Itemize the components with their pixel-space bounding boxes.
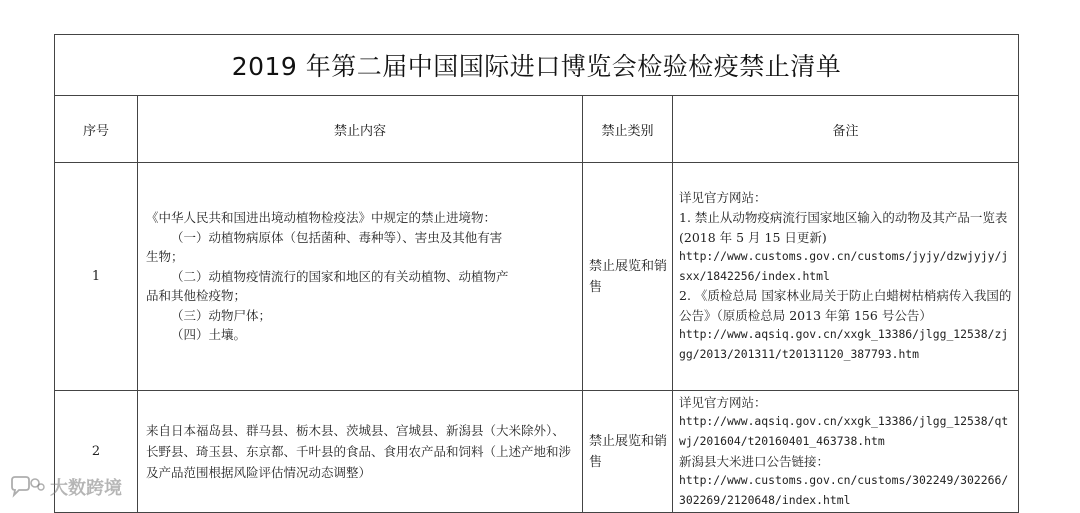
- chat-bubble-logo-icon: [8, 476, 46, 498]
- content-line: 品和其他检疫物；: [146, 288, 247, 304]
- notes-link[interactable]: http://www.customs.gov.cn/customs/302249/302266/302269/2120648/index.html: [679, 473, 1009, 507]
- header-row: [55, 96, 1019, 163]
- table-row: [55, 391, 1019, 513]
- ban-list-table: [54, 34, 1019, 513]
- watermark-text: 大数跨境: [50, 478, 122, 499]
- content-line: （三）动物尸体；: [171, 307, 272, 323]
- notes-link[interactable]: http://www.customs.gov.cn/customs/jyjy/dzwjyjy/jsxx/1842256/index.html: [679, 249, 1009, 283]
- notes-link[interactable]: http://www.aqsiq.gov.cn/xxgk_13386/jlgg_12538/qtwj/201604/t20160401_463738.htm: [679, 414, 1009, 448]
- notes-item: 2. 《质检总局 国家林业局关于防止白蜡树枯梢病传入我国的公告》（原质检总局 2013 年第 156 号公告）: [679, 288, 1012, 323]
- row-notes: [673, 163, 1019, 391]
- document-title: 2019 年第二届中国国际进口博览会检验检疫禁止清单: [55, 35, 1019, 96]
- row-category: 禁止展览和销售: [583, 391, 673, 513]
- notes-label: 新潟县大米进口公告链接：: [679, 453, 830, 469]
- content-line: 《中华人民共和国进出境动植物检疫法》中规定的禁止进境物：: [146, 210, 497, 226]
- row-content: 来自日本福岛县、群马县、栃木县、茨城县、宫城县、新潟县（大米除外）、长野县、琦玉县、东京都、千叶县的食品、食用农产品和饲料（上述产地和涉及产品范围根据风险评估情况动态调整）: [138, 391, 583, 513]
- notes-link[interactable]: http://www.aqsiq.gov.cn/xxgk_13386/jlgg_12538/zjgg/2013/201311/t20131120_387793.htm: [679, 327, 1009, 362]
- notes-intro: 详见官方网站：: [679, 394, 767, 410]
- notes-item: 1. 禁止从动物疫病流行国家地区输入的动物及其产品一览表(2018 年 5 月 15 日更新): [679, 209, 1008, 245]
- content-line: （四）土壤。: [171, 327, 247, 343]
- content-line: （一）动植物病原体（包括菌种、毒种等）、害虫及其他有害: [171, 229, 503, 245]
- table-row: [55, 163, 1019, 391]
- header-index: 序号: [55, 96, 138, 163]
- content-line: （二）动植物疫情流行的国家和地区的有关动植物、动植物产: [171, 268, 509, 284]
- row-content: [138, 163, 583, 391]
- row-index: 2: [55, 391, 138, 513]
- row-category: 禁止展览和销售: [583, 163, 673, 391]
- header-category: 禁止类别: [583, 96, 673, 163]
- content-line: 生物；: [146, 249, 184, 265]
- header-notes: 备注: [673, 96, 1019, 163]
- row-notes: [673, 391, 1019, 513]
- header-content: 禁止内容: [138, 96, 583, 163]
- row-index: 1: [55, 163, 138, 391]
- notes-intro: 详见官方网站：: [679, 190, 767, 206]
- watermark: [8, 474, 122, 500]
